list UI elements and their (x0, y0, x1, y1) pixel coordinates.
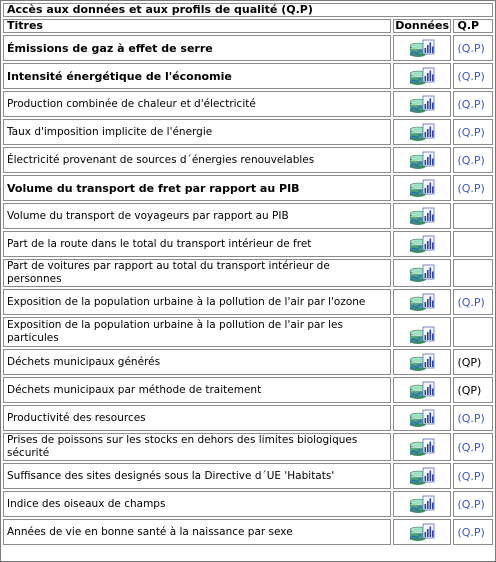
table-row (3, 405, 493, 431)
qp-cell (453, 491, 493, 517)
qp-cell (453, 91, 493, 117)
database-chart-icon[interactable] (409, 352, 435, 372)
database-chart-icon[interactable] (409, 292, 435, 312)
data-cell (393, 349, 452, 375)
indicator-title: Taux d'imposition implicite de l'énergie (3, 119, 391, 145)
data-cell (393, 259, 452, 287)
qp-cell (453, 377, 493, 403)
table-row (3, 203, 493, 229)
quality-profile-link[interactable]: (Q.P) (457, 525, 485, 539)
table-row (3, 519, 493, 545)
indicator-title: Part de la route dans le total du transport intérieur de fret (3, 231, 391, 257)
indicator-title: Électricité provenant de sources d´énergies renouvelables (3, 147, 391, 173)
database-chart-icon[interactable] (409, 325, 435, 345)
quality-profile-link[interactable]: (Q.P) (457, 41, 485, 55)
indicator-title: Indice des oiseaux de champs (3, 491, 391, 517)
data-cell (393, 119, 452, 145)
indicator-title: Productivité des resources (3, 405, 391, 431)
database-chart-icon[interactable] (409, 122, 435, 142)
database-chart-icon[interactable] (409, 94, 435, 114)
indicator-title: Suffisance des sites designés sous la Directive d´UE 'Habitats' (3, 463, 391, 489)
qp-cell (453, 231, 493, 257)
data-cell (393, 35, 452, 61)
table-row (3, 433, 493, 461)
database-chart-icon[interactable] (409, 234, 435, 254)
qp-cell (453, 289, 493, 315)
data-cell (393, 433, 452, 461)
qp-cell (453, 259, 493, 287)
data-cell (393, 519, 452, 545)
qp-cell (453, 119, 493, 145)
data-cell (393, 91, 452, 117)
indicator-title: Exposition de la population urbaine à la pollution de l'air par l'ozone (3, 289, 391, 315)
quality-profile-link[interactable]: (Q.P) (457, 125, 485, 139)
table-row (3, 35, 493, 61)
qp-cell (453, 349, 493, 375)
table-row (3, 463, 493, 489)
data-cell (393, 203, 452, 229)
database-chart-icon[interactable] (409, 178, 435, 198)
qp-cell (453, 63, 493, 89)
data-cell (393, 491, 452, 517)
qp-cell (453, 175, 493, 201)
data-cell (393, 231, 452, 257)
table-row (3, 175, 493, 201)
database-chart-icon[interactable] (409, 494, 435, 514)
database-chart-icon[interactable] (409, 437, 435, 457)
database-chart-icon[interactable] (409, 206, 435, 226)
qp-cell (453, 519, 493, 545)
table-row (3, 317, 493, 347)
table-caption: Accès aux données et aux profils de qualité (Q.P) (3, 3, 493, 17)
table-row (3, 259, 493, 287)
database-chart-icon[interactable] (409, 150, 435, 170)
quality-profile-link[interactable]: (Q.P) (457, 153, 485, 167)
table-row (3, 119, 493, 145)
quality-profile-link[interactable]: (Q.P) (457, 181, 485, 195)
database-chart-icon[interactable] (409, 522, 435, 542)
data-cell (393, 289, 452, 315)
table-row (3, 289, 493, 315)
qp-cell (453, 463, 493, 489)
database-chart-icon[interactable] (409, 408, 435, 428)
table-row (3, 377, 493, 403)
indicator-title: Part de voitures par rapport au total du transport intérieur de personnes (3, 259, 391, 287)
quality-profile-link[interactable]: (Q.P) (457, 469, 485, 483)
indicator-title: Volume du transport de fret par rapport au PIB (3, 175, 391, 201)
table-row (3, 147, 493, 173)
quality-profile-link[interactable]: (Q.P) (457, 411, 485, 425)
header-row (3, 19, 493, 33)
table-row (3, 349, 493, 375)
data-cell (393, 463, 452, 489)
indicator-title: Exposition de la population urbaine à la pollution de l'air par les particules (3, 317, 391, 347)
database-chart-icon[interactable] (409, 38, 435, 58)
qp-cell (453, 317, 493, 347)
header-data: Données (393, 19, 452, 33)
indicator-title: Années de vie en bonne santé à la naissance par sexe (3, 519, 391, 545)
quality-profile-link[interactable]: (Q.P) (457, 69, 485, 83)
data-cell (393, 147, 452, 173)
qp-cell (453, 147, 493, 173)
data-cell (393, 377, 452, 403)
quality-profile-link[interactable]: (Q.P) (457, 440, 485, 454)
table-row (3, 231, 493, 257)
indicator-title: Volume du transport de voyageurs par rapport au PIB (3, 203, 391, 229)
indicator-title: Production combinée de chaleur et d'électricité (3, 91, 391, 117)
data-cell (393, 63, 452, 89)
data-cell (393, 317, 452, 347)
qp-cell (453, 405, 493, 431)
qp-cell (453, 203, 493, 229)
data-cell (393, 405, 452, 431)
quality-profile-link[interactable]: (Q.P) (457, 97, 485, 111)
qp-cell (453, 433, 493, 461)
qp-cell (453, 35, 493, 61)
quality-profile-link[interactable]: (Q.P) (457, 295, 485, 309)
table-row (3, 63, 493, 89)
table-row (3, 91, 493, 117)
data-cell (393, 175, 452, 201)
table-row (3, 491, 493, 517)
quality-profile-label: (QP) (457, 383, 482, 397)
indicator-title: Déchets municipaux générés (3, 349, 391, 375)
database-chart-icon[interactable] (409, 380, 435, 400)
indicators-table (1, 1, 495, 547)
database-chart-icon[interactable] (409, 66, 435, 86)
indicator-title: Déchets municipaux par méthode de traitement (3, 377, 391, 403)
header-title: Titres (3, 19, 391, 33)
quality-profile-label: (QP) (457, 355, 482, 369)
indicator-title: Prises de poissons sur les stocks en dehors des limites biologiques sécurité (3, 433, 391, 461)
header-qp: Q.P (453, 19, 493, 33)
indicator-title: Intensité énergétique de l'économie (3, 63, 391, 89)
quality-profile-link[interactable]: (Q.P) (457, 497, 485, 511)
database-chart-icon[interactable] (409, 263, 435, 283)
indicator-title: Émissions de gaz à effet de serre (3, 35, 391, 61)
database-chart-icon[interactable] (409, 466, 435, 486)
